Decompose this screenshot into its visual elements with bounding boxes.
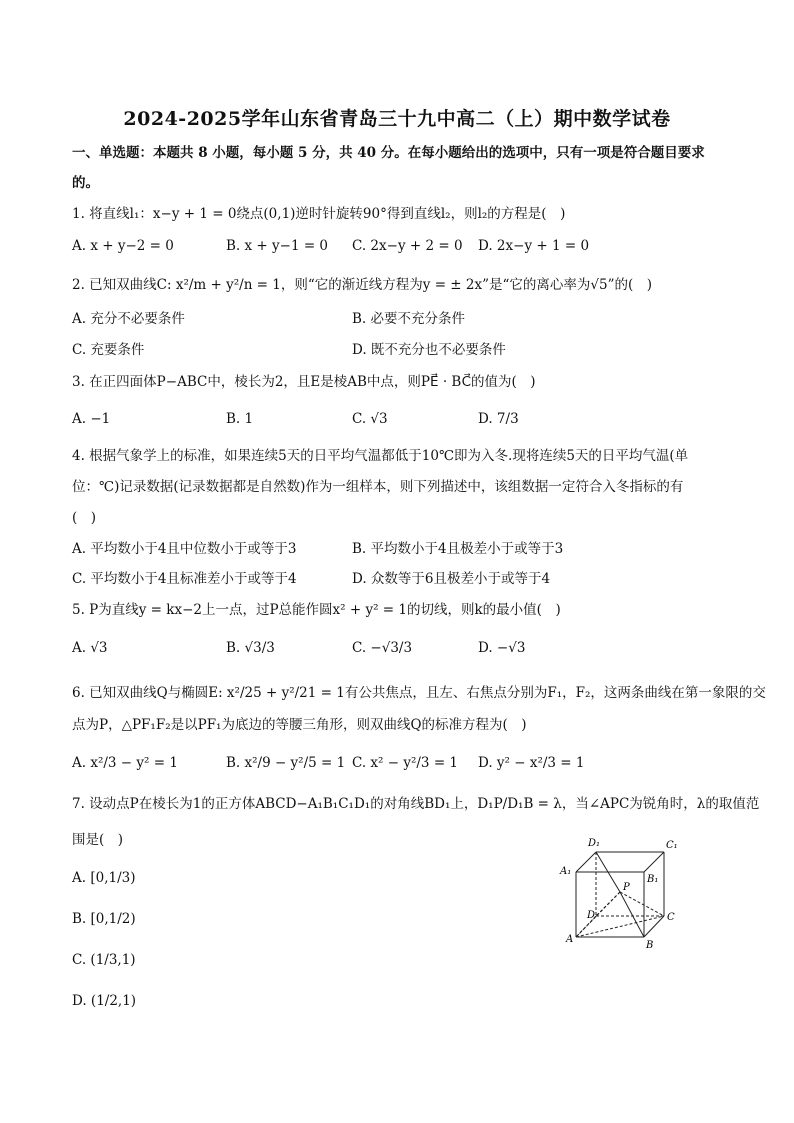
question-7-stem-line1: 7. 设动点P在棱长为1的正方体ABCD−A₁B₁C₁D₁的对角线BD₁上，D₁P/D₁B = λ，当∠APC为锐角时，λ的取值范 — [72, 796, 760, 812]
q1-option-d: D. 2x−y + 1 = 0 — [478, 238, 590, 254]
question-7-stem-line2: 围是( ) — [72, 832, 124, 848]
q3-option-c: C. √3 — [352, 411, 388, 427]
q3-option-a: A. −1 — [72, 411, 111, 427]
label-a1: A₁ — [560, 866, 572, 877]
label-b1: B₁ — [647, 874, 659, 885]
q4-option-b: B. 平均数小于4且极差小于或等于3 — [352, 541, 564, 557]
q5-option-d: D. −√3 — [478, 640, 526, 656]
q4-option-a: A. 平均数小于4且中位数小于或等于3 — [72, 541, 297, 557]
q1-option-a: A. x + y−2 = 0 — [72, 238, 174, 254]
label-b: B — [646, 940, 654, 951]
q2-option-a: A. 充分不必要条件 — [72, 311, 185, 327]
q7-option-b: B. [0,1/2) — [72, 911, 136, 927]
question-5-stem: 5. P为直线y = kx−2上一点，过P总能作圆x² + y² = 1的切线，则k的最小值( ) — [72, 602, 561, 618]
question-3-stem: 3. 在正四面体P−ABC中，棱长为2，且E是棱AB中点，则PE⃗ · BC⃗的值为( ) — [72, 374, 536, 390]
q7-option-c: C. (1/3,1) — [72, 952, 136, 968]
label-p: P — [623, 882, 630, 893]
label-d1: D₁ — [588, 838, 601, 849]
q7-option-d: D. (1/2,1) — [72, 993, 137, 1009]
q5-option-b: B. √3/3 — [226, 640, 275, 656]
label-d: D — [587, 910, 596, 921]
section-heading-line1: 一、单选题：本题共 8 小题，每小题 5 分，共 40 分。在每小题给出的选项中，只有一项是符合题目要求 — [72, 145, 705, 161]
label-c1: C₁ — [666, 840, 678, 851]
page-title: 2024-2025学年山东省青岛三十九中高二（上）期中数学试卷 — [123, 108, 671, 130]
q1-option-b: B. x + y−1 = 0 — [226, 238, 329, 254]
q2-option-d: D. 既不充分也不必要条件 — [352, 342, 506, 358]
q6-option-c: C. x² − y²/3 = 1 — [352, 755, 459, 771]
q1-option-c: C. 2x−y + 2 = 0 — [352, 238, 463, 254]
q4-option-c: C. 平均数小于4且标准差小于或等于4 — [72, 571, 297, 587]
question-4-stem-line2: 位：℃)记录数据(记录数据都是自然数)作为一组样本，则下列描述中，该组数据一定符合入冬指标的有 — [72, 479, 684, 495]
q7-option-a: A. [0,1/3) — [72, 870, 136, 886]
question-6-stem-line2: 点为P，△PF₁F₂是以PF₁为底边的等腰三角形，则双曲线Q的标准方程为( ) — [72, 717, 527, 733]
label-c: C — [667, 912, 675, 923]
q5-option-a: A. √3 — [72, 640, 108, 656]
question-4-stem-line3: ( ) — [72, 510, 97, 526]
q6-option-d: D. y² − x²/3 = 1 — [478, 755, 585, 771]
question-4-stem-line1: 4. 根据气象学上的标准，如果连续5天的日平均气温都低于10℃即为入冬.现将连续5天的日平均气温(单 — [72, 448, 689, 464]
question-6-stem-line1: 6. 已知双曲线Q与椭圆E: x²/25 + y²/21 = 1有公共焦点，且左、右焦点分别为F₁，F₂，这两条曲线在第一象限的交 — [72, 685, 766, 701]
q5-option-c: C. −√3/3 — [352, 640, 413, 656]
section-heading-line2: 的。 — [72, 175, 99, 191]
label-a: A — [566, 934, 574, 945]
q3-option-b: B. 1 — [226, 411, 254, 427]
q6-option-a: A. x²/3 − y² = 1 — [72, 755, 178, 771]
q2-option-b: B. 必要不充分条件 — [352, 311, 466, 327]
cube-figure — [556, 832, 696, 952]
question-2-stem: 2. 已知双曲线C: x²/m + y²/n = 1，则“它的渐近线方程为y = ± 2x”是“它的离心率为√5”的( ) — [72, 277, 653, 293]
q6-option-b: B. x²/9 − y²/5 = 1 — [226, 755, 346, 771]
question-1-stem: 1. 将直线l₁：x−y + 1 = 0绕点(0,1)逆时针旋转90°得到直线l₂，则l₂的方程是( ) — [72, 206, 566, 222]
q4-option-d: D. 众数等于6且极差小于或等于4 — [352, 571, 551, 587]
q2-option-c: C. 充要条件 — [72, 342, 145, 358]
q3-option-d: D. 7/3 — [478, 411, 519, 427]
